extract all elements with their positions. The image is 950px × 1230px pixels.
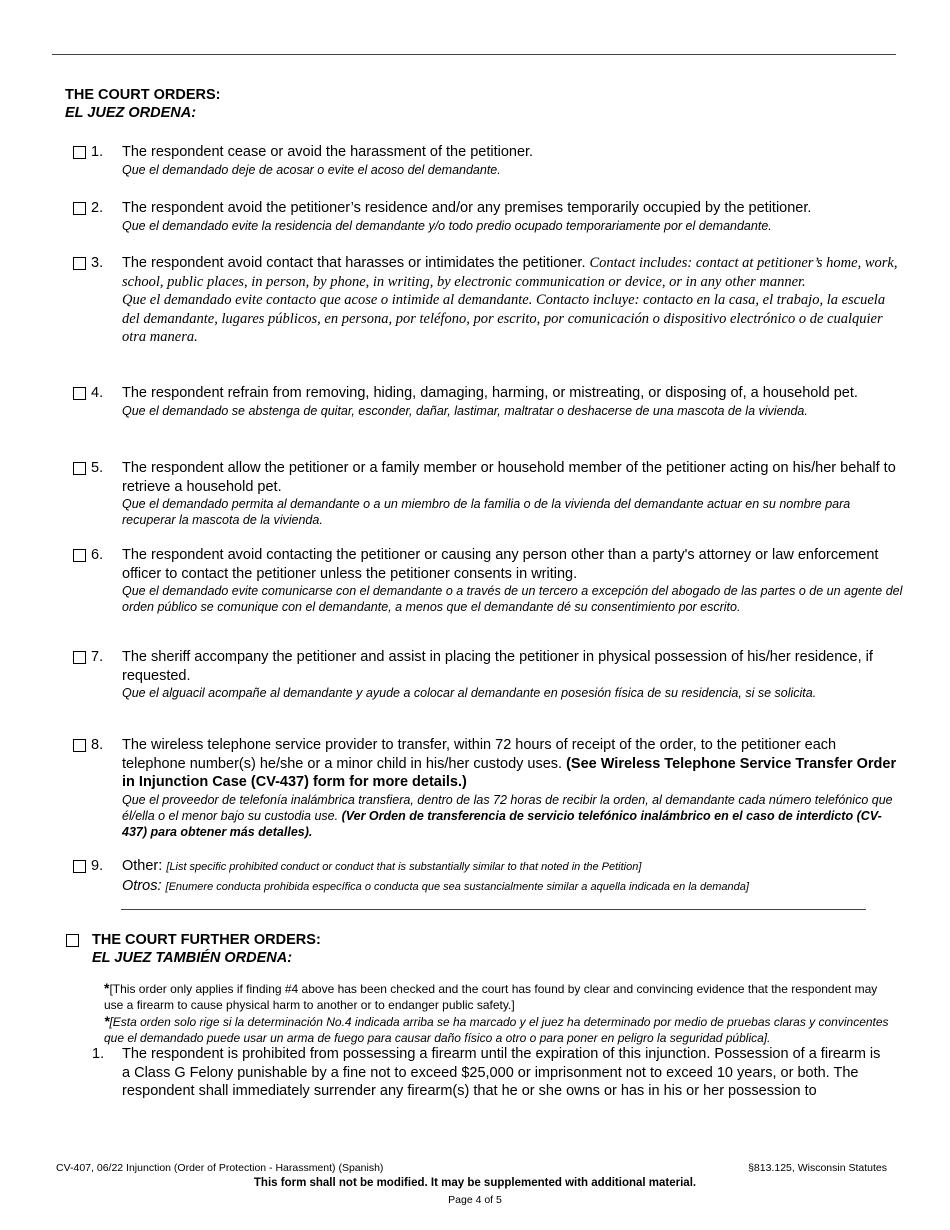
order-item-8 <box>73 736 903 840</box>
further-orders-section <box>66 931 321 967</box>
order-text-en-main: The respondent avoid contact that harasses or intimidates the petitioner. <box>122 255 586 271</box>
order-item-9 <box>73 857 903 896</box>
order-text-es <box>122 291 903 347</box>
footer-form-id: CV-407, 06/22 Injunction (Order of Protection - Harassment) (Spanish) <box>56 1162 384 1174</box>
order-number: 2. <box>91 200 104 216</box>
further-heading-en: THE COURT FURTHER ORDERS: <box>92 932 321 948</box>
order-item-5 <box>73 459 903 528</box>
other-label-es-row <box>122 877 903 897</box>
order-6-checkbox[interactable] <box>73 549 86 562</box>
order-7-checkbox[interactable] <box>73 651 86 664</box>
order-text-es: Que el demandado permita al demandante o a un miembro de la familia o de la vivienda del demandante actuar en su nombre para recuperar la mascota de la vivienda. <box>122 497 851 527</box>
order-text-en: The respondent avoid the petitioner’s residence and/or any premises temporarily occupied by the petitioner. <box>122 200 812 216</box>
order-text-en: The respondent avoid contacting the petitioner or causing any person other than a party's attorney or law enforcement officer to contact the petitioner unless the petitioner consents in writing. <box>122 547 879 582</box>
other-hint-es: [Enumere conducta prohibida específica o conducta que sea sustancialmente similar a aquella indicada en la demanda] <box>165 880 749 893</box>
order-text-en: The respondent allow the petitioner or a family member or household member of the petitioner acting on his/her behalf to retrieve a household pet. <box>122 460 896 495</box>
court-orders-heading <box>65 86 220 122</box>
footer-notice: This form shall not be modified. It may be supplemented with additional material. <box>253 1177 697 1189</box>
order-text-es: Que el demandado se abstenga de quitar, esconder, dañar, lastimar, maltratar o deshacerse de una mascota de la vivienda. <box>122 403 808 418</box>
heading-es: EL JUEZ ORDENA: <box>65 105 197 121</box>
order-1-checkbox[interactable] <box>73 146 86 159</box>
order-text-es-reference: (Ver Orden de transferencia de servicio telefónico inalámbrico en el caso de interdicto (CV-437) para obtener más detalles). <box>122 808 882 839</box>
order-text-es: Que el demandado evite la residencia del demandante y/o todo predio ocupado temporariamente por el demandante. <box>122 218 772 233</box>
order-text-es-detail: Contacto incluye: contacto en la casa, el trabajo, la escuela del demandante, lugares públicos, en persona, por teléfono, por escrito, por comunicación o dispositivo electrónico o de cualquier otra manera. <box>122 292 886 345</box>
firearm-note <box>104 980 894 1046</box>
order-8-checkbox[interactable] <box>73 739 86 752</box>
order-number: 6. <box>91 547 104 563</box>
order-number: 4. <box>91 385 104 401</box>
order-item-2 <box>73 199 903 234</box>
order-text-es-main: Que el proveedor de telefonía inalámbrica transfiera, dentro de las 72 horas de recibir la orden, al demandante cada número telefónico que él/ella o el menor bajo su custodia use. <box>122 792 893 823</box>
order-number: 8. <box>91 737 104 753</box>
order-item-6 <box>73 546 903 615</box>
order-text-en: The respondent refrain from removing, hiding, damaging, harming, or mistreating, or disposing of, a household pet. <box>122 385 858 401</box>
asterisk: * <box>104 980 110 996</box>
order-text-es: Que el demandado deje de acosar o evite el acoso del demandante. <box>122 162 501 177</box>
order-number: 9. <box>91 858 104 874</box>
firearm-order-number: 1. <box>92 1046 105 1062</box>
order-2-checkbox[interactable] <box>73 202 86 215</box>
firearm-order-item <box>92 1045 892 1101</box>
other-label-en-row <box>122 857 903 877</box>
further-heading-es: EL JUEZ TAMBIÉN ORDENA: <box>92 950 293 966</box>
note-en: [This order only applies if finding #4 above has been checked and the court has found by clear and convincing evidence that the respondent may use a firearm to cause physical harm to another or to endanger public safety.] <box>104 982 878 1012</box>
order-text-en <box>122 736 903 792</box>
note-es: [Esta orden solo rige si la determinación No.4 indicada arriba se ha marcado y el juez ha determinado por medio de pruebas claras y convincentes que el demandado puede usar un arma de fuego para causar daño físico a otro o para poner en peligro la seguridad pública]. <box>104 1015 889 1045</box>
footer-page-number: Page 4 of 5 <box>448 1194 502 1206</box>
other-label-es: Otros: <box>122 877 162 894</box>
order-text-en: The respondent cease or avoid the harassment of the petitioner. <box>122 144 534 160</box>
order-number: 1. <box>91 144 104 160</box>
top-rule <box>52 54 896 55</box>
order-number: 5. <box>91 460 104 476</box>
order-text-en <box>122 254 903 291</box>
order-9-checkbox[interactable] <box>73 860 86 873</box>
other-hint-en: [List specific prohibited conduct or conduct that is substantially similar to that noted in the Petition] <box>166 861 642 873</box>
order-item-7 <box>73 648 903 701</box>
footer-statute: §813.125, Wisconsin Statutes <box>748 1162 887 1174</box>
order-text-en-main: The wireless telephone service provider to transfer, within 72 hours of receipt of the order, to the petitioner each telephone number(s) he/she or a minor child in his/her custody uses. <box>122 737 837 772</box>
order-5-checkbox[interactable] <box>73 462 86 475</box>
other-label-en: Other: <box>122 858 163 874</box>
order-item-1 <box>73 143 903 178</box>
note-en-row <box>104 980 894 1013</box>
order-3-checkbox[interactable] <box>73 257 86 270</box>
order-number: 3. <box>91 255 104 271</box>
order-item-3 <box>73 254 903 347</box>
note-es-row <box>104 1013 894 1046</box>
other-fill-line[interactable] <box>121 909 866 910</box>
order-text-en: The sheriff accompany the petitioner and assist in placing the petitioner in physical possession of his/her residence, if requested. <box>122 649 873 684</box>
order-number: 7. <box>91 649 104 665</box>
order-text-es: Que el alguacil acompañe al demandante y ayude a colocar al demandante en posesión física de su residencia, si se solicita. <box>122 686 817 700</box>
order-text-es-main: Que el demandado evite contacto que acose o intimide al demandante. <box>122 292 533 308</box>
heading-en: THE COURT ORDERS: <box>65 87 221 103</box>
order-text-es: Que el demandado evite comunicarse con el demandante o a través de un tercero a excepción del abogado de las partes o de un agente del orden público se comunique con el demandante, a menos que el demandante dé su consentimiento por escrito. <box>122 584 903 614</box>
further-orders-checkbox[interactable] <box>66 934 79 947</box>
order-text-en-reference: (See Wireless Telephone Service Transfer Order in Injunction Case (CV-437) form for more details.) <box>122 755 897 790</box>
asterisk: * <box>104 1013 110 1029</box>
order-4-checkbox[interactable] <box>73 387 86 400</box>
firearm-order-text: The respondent is prohibited from possessing a firearm until the expiration of this injunction. Possession of a firearm is a Class G Felony punishable by a fine not to exceed $25,000 or imprisonment not to exceed 10 years, or both. The respondent shall immediately surrender any firearm(s) that he or she owns or has in his or her possession to <box>122 1046 881 1099</box>
order-text-en-detail: Contact includes: contact at petitioner’s home, work, school, public places, in person, by phone, in writing, by electronic communication or device, or in any other manner. <box>122 255 898 290</box>
order-item-4 <box>73 384 903 419</box>
order-text-es <box>122 792 903 840</box>
